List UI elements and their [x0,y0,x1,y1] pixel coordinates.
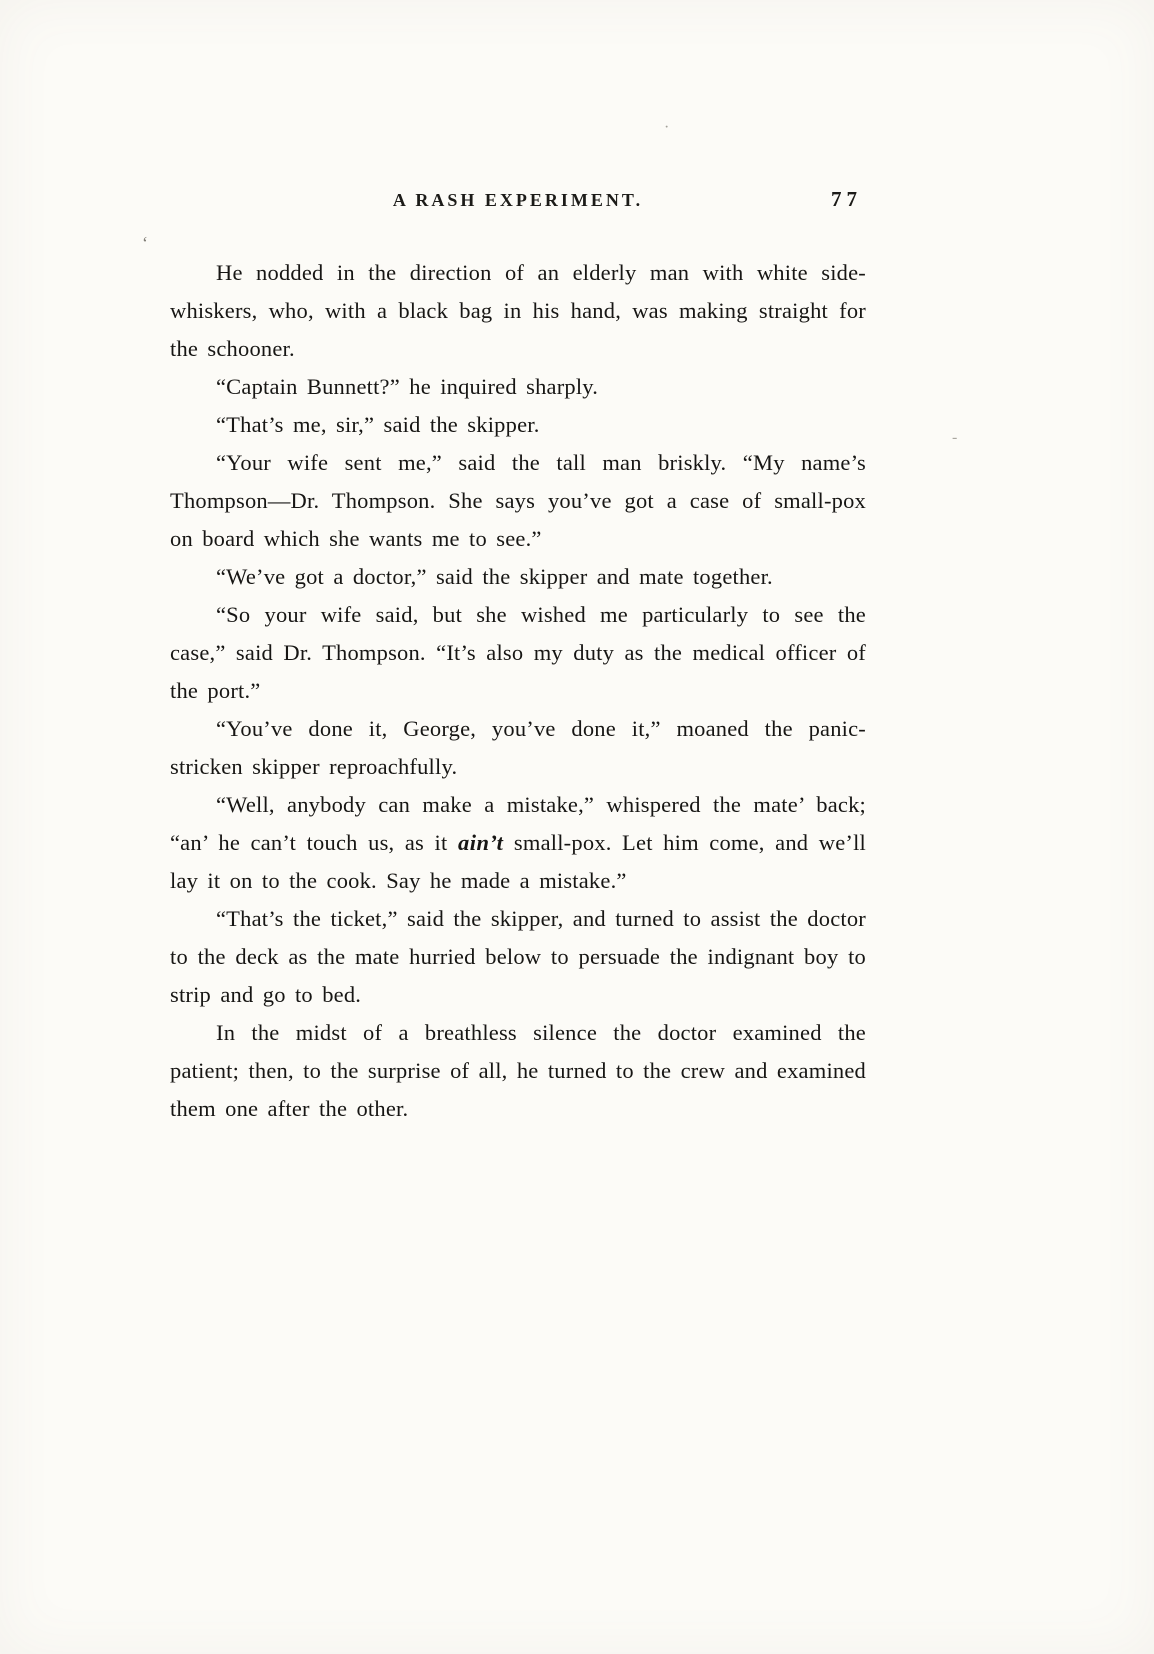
scan-artifact: · [664,119,670,136]
paragraph [170,786,866,900]
running-title: A RASH EXPERIMENT. [392,190,644,210]
text-segment: In the midst of a breathless silence the doctor examined the patient; then, to the surprise of all, he turned to the crew and examined them one after the other. [170,1020,866,1121]
scan-artifact: ‘ [142,233,148,253]
text-segment: “Captain Bunnett?” he inquired sharply. [216,374,599,399]
paragraph [170,558,866,596]
paragraph [170,254,866,368]
paragraph [170,1014,866,1128]
paragraph [170,596,866,710]
text-segment: “So your wife said, but she wished me particularly to see the case,” said Dr. Thompson. “It’s also my duty as the medical officer of the port.” [170,602,866,703]
text-segment: “We’ve got a doctor,” said the skipper and mate together. [216,564,773,589]
text-segment: “Your wife sent me,” said the tall man briskly. “My name’s Thompson—Dr. Thompson. She says you’ve got a case of small-pox on board which she wants me to see.” [170,450,866,551]
paragraph [170,900,866,1014]
scan-artifact: - [952,429,958,446]
text-segment: “That’s me, sir,” said the skipper. [216,412,540,437]
text-segment: He nodded in the direction of an elderly man with white side-whiskers, who, with a black bag in his hand, was making straight for the schooner. [170,260,866,361]
text-segment: “Well, anybody can make a mistake,” whispered the mate’ back; “an’ he can’t touch us, as it [170,792,866,855]
paragraph [170,368,866,406]
italic-text: ain’t [457,830,504,855]
paragraph [170,406,866,444]
page-number: 77 [831,187,862,211]
text-segment: “You’ve done it, George, you’ve done it,” moaned the panic-stricken skipper reproachfully. [170,716,866,779]
page-header [170,187,866,218]
paragraph [170,710,866,786]
text-segment: “That’s the ticket,” said the skipper, and turned to assist the doctor to the deck as the mate hurried below to persuade the indignant boy to strip and go to bed. [170,906,866,1007]
text-column [170,187,866,1128]
text-segment: small-pox. Let him come, and we’ll lay it on to the cook. Say he made a mistake.” [170,830,866,893]
paragraph [170,444,866,558]
body-text [170,254,866,1128]
